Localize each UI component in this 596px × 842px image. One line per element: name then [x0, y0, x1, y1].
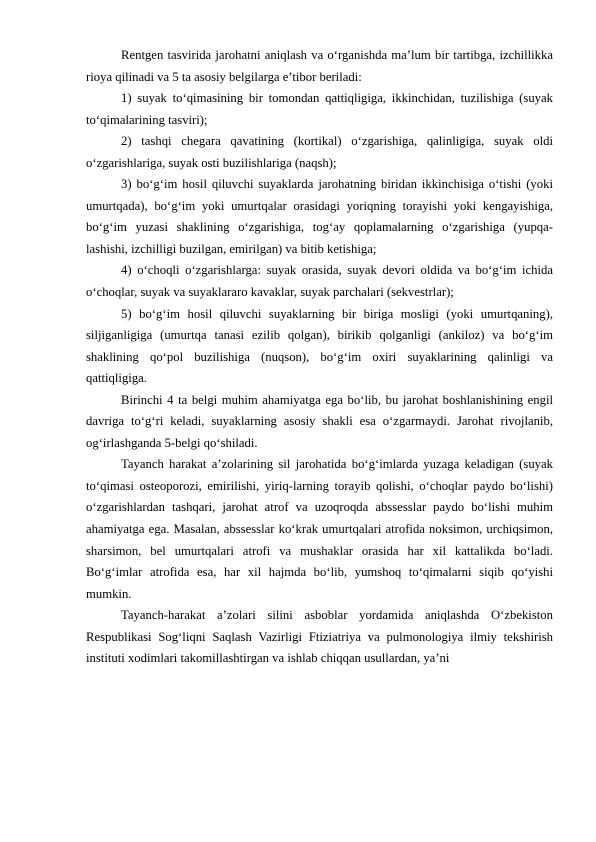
paragraph-abscesses: Tayanch harakat a’zolarining sil jarohatida bo‘g‘imlarda yuzaga keladigan (suyak to‘qimasi osteoporozi, emirilishi, yiriq-larning torayib qolishi, o‘choqlar paydo bo‘lishi) o‘zgarishlardan tashqari, jarohat atrof va uzoqroqda abssesslar paydo bo‘lishi muhim ahamiyatga ega. Masalan, abssesslar ko‘krak umurtqalari atrofida noksimon, urchiqsimon, sharsimon, bel umurtqalari atrofi va mushaklar orasida har xil kattalikda bo‘ladi. Bo‘g‘imlar atrofida esa, har xil hajmda bo‘lib, yumshoq to‘qimalarni siqib qo‘yishi mumkin.	[86, 457, 553, 601]
list-item-5: 5) bo‘g‘im hosil qiluvchi suyaklarning bir biriga mosligi (yoki umurtqaning), siljiganligiga (umurtqa tanasi ezilib qolgan), birikib qolganligi (ankiloz) va bo‘g‘im shaklining qo‘pol buzilishiga (nuqson), bo‘g‘im oxiri suyaklarining qalinligi va qattiqligiga.	[86, 306, 553, 386]
list-item-4: 4) o‘choqli o‘zgarishlarga: suyak orasida, suyak devori oldida va bo‘g‘im ichida o‘choqlar, suyak va suyaklararo kavaklar, suyak parchalari (sekvestrlar);	[86, 263, 553, 300]
body-text	[86, 45, 553, 670]
list-item-3: 3) bo‘g‘im hosil qiluvchi suyaklarda jarohatning biridan ikkinchisiga o‘tishi (yoki umurtqada), bo‘g‘im yoki umurtqalar orasidagi yoriqning torayishi yoki kengayishiga, bo‘g‘im yuzasi shaklining o‘zgarishiga, tog‘ay qoplamalarning o‘zgarishiga (yupqa-lashishi, izchilligi buzilgan, emirilgan) va bitib ketishiga;	[86, 177, 553, 256]
list-item-1: 1) suyak to‘qimasining bir tomondan qattiqligiga, ikkinchidan, tuzilishiga (suyak to‘qimalarining tasviri);	[86, 91, 553, 127]
paragraph-methods: Tayanch-harakat a’zolari silini asboblar yordamida aniqlashda O‘zbekiston Respublikasi Sog‘liqni Saqlash Vazirligi Ftiziatriya va pulmonologiya ilmiy tekshirish instituti xodimlari takomillashtirgan va ishlab chiqqan usullardan, ya’ni	[86, 608, 553, 666]
paragraph-intro: Rentgen tasvirida jarohatni aniqlash va o‘rganishda ma’lum bir tartibga, izchillikka rioya qilinadi va 5 ta asosiy belgilarga e’tibor beriladi:	[86, 48, 553, 84]
paragraph-signs-summary: Birinchi 4 ta belgi muhim ahamiyatga ega bo‘lib, bu jarohat boshlanishining engil davriga to‘g‘ri keladi, suyaklarning asosiy shakli esa o‘zgarmaydi. Jarohat rivojlanib, og‘irlashganda 5-belgi qo‘shiladi.	[86, 392, 553, 450]
list-item-2: 2) tashqi chegara qavatining (kortikal) o‘zgarishiga, qalinligiga, suyak oldi o‘zgarishlariga, suyak osti buzilishlariga (naqsh);	[86, 134, 553, 170]
